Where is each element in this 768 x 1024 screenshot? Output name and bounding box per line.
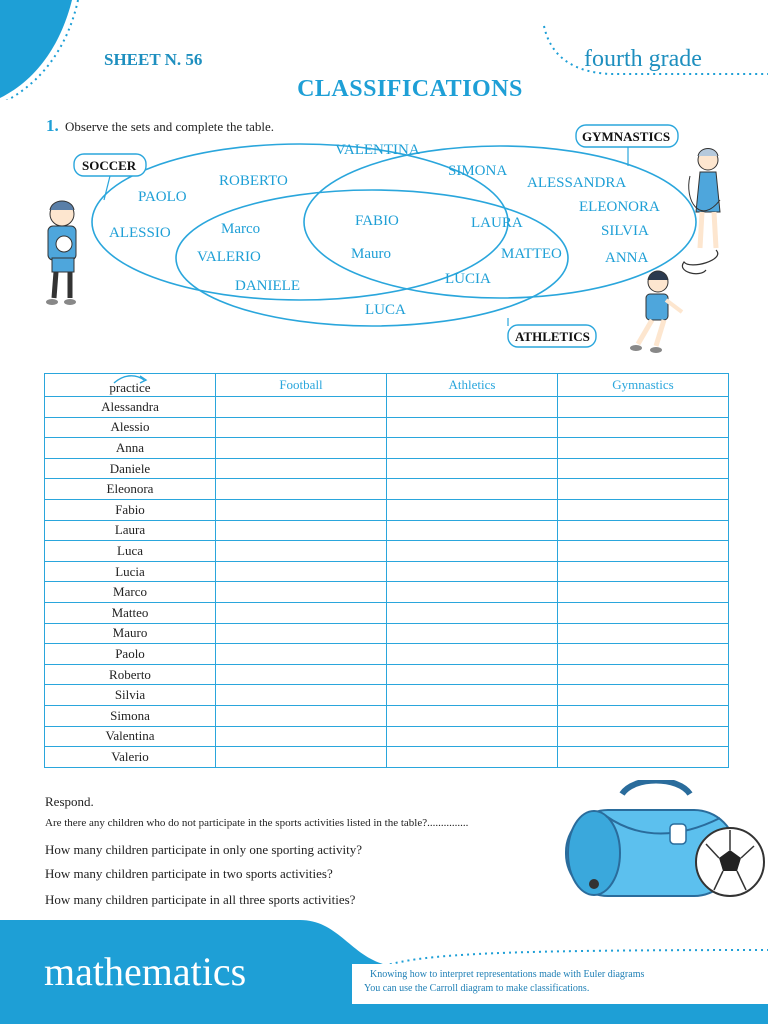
child-valentina: VALENTINA: [335, 142, 420, 158]
athletics-answer-cell[interactable]: [387, 644, 558, 665]
header-athletics: Athletics: [387, 374, 558, 397]
gymnastics-answer-cell[interactable]: [558, 499, 729, 520]
child-name-cell: Fabio: [45, 499, 216, 520]
gymnastics-answer-cell[interactable]: [558, 397, 729, 418]
child-name-cell: Roberto: [45, 664, 216, 685]
gymnastics-answer-cell[interactable]: [558, 705, 729, 726]
child-name-cell: Lucia: [45, 561, 216, 582]
football-answer-cell[interactable]: [216, 417, 387, 438]
child-mauro: Mauro: [351, 246, 391, 262]
child-name-cell: Valentina: [45, 726, 216, 747]
athletics-answer-cell[interactable]: [387, 397, 558, 418]
athletics-answer-cell[interactable]: [387, 520, 558, 541]
football-answer-cell[interactable]: [216, 623, 387, 644]
sports-bag-illustration: [560, 780, 768, 910]
gymnastics-answer-cell[interactable]: [558, 664, 729, 685]
gymnastics-answer-cell[interactable]: [558, 623, 729, 644]
child-alessio: ALESSIO: [109, 225, 171, 241]
football-answer-cell[interactable]: [216, 726, 387, 747]
athletics-answer-cell[interactable]: [387, 458, 558, 479]
football-answer-cell[interactable]: [216, 664, 387, 685]
gymnast-girl-illustration: [682, 149, 720, 274]
table-row: [45, 520, 729, 541]
child-matteo: MATTEO: [501, 246, 562, 262]
football-answer-cell[interactable]: [216, 705, 387, 726]
football-answer-cell[interactable]: [216, 541, 387, 562]
gymnastics-label: GYMNASTICS: [582, 129, 671, 144]
child-luca: LUCA: [365, 302, 406, 318]
football-answer-cell[interactable]: [216, 499, 387, 520]
child-name-cell: Anna: [45, 438, 216, 459]
football-answer-cell[interactable]: [216, 685, 387, 706]
gymnastics-answer-cell[interactable]: [558, 582, 729, 603]
child-laura: LAURA: [471, 215, 523, 231]
athletics-answer-cell[interactable]: [387, 479, 558, 500]
gymnastics-answer-cell[interactable]: [558, 726, 729, 747]
child-name-cell: Paolo: [45, 644, 216, 665]
football-answer-cell[interactable]: [216, 438, 387, 459]
athletics-answer-cell[interactable]: [387, 417, 558, 438]
question-2: How many children participate in only one sporting activity?: [45, 842, 362, 857]
table-row: [45, 397, 729, 418]
header-practice: practice: [45, 374, 216, 397]
athletics-answer-cell[interactable]: [387, 582, 558, 603]
child-name-cell: Valerio: [45, 747, 216, 768]
football-answer-cell[interactable]: [216, 561, 387, 582]
football-answer-cell[interactable]: [216, 747, 387, 768]
table-row: [45, 726, 729, 747]
child-paolo: PAOLO: [138, 189, 187, 205]
table-row: [45, 582, 729, 603]
gymnastics-answer-cell[interactable]: [558, 541, 729, 562]
athletics-answer-cell[interactable]: [387, 499, 558, 520]
footer-note-2: You can use the Carroll diagram to make classifications.: [364, 983, 590, 994]
child-eleonora: ELEONORA: [579, 199, 660, 215]
child-name-cell: Silvia: [45, 685, 216, 706]
child-fabio: FABIO: [355, 213, 399, 229]
sheet-number: SHEET N. 56: [104, 50, 203, 69]
table-row: [45, 561, 729, 582]
football-answer-cell[interactable]: [216, 644, 387, 665]
child-roberto: ROBERTO: [219, 173, 288, 189]
child-name-cell: Laura: [45, 520, 216, 541]
football-answer-cell[interactable]: [216, 479, 387, 500]
table-row: [45, 458, 729, 479]
child-name-cell: Eleonora: [45, 479, 216, 500]
gymnastics-answer-cell[interactable]: [558, 417, 729, 438]
child-name-cell: Alessandra: [45, 397, 216, 418]
table-row: [45, 644, 729, 665]
subject-label: mathematics: [44, 949, 247, 994]
question-1: Are there any children who do not participate in the sports activities listed in the table?...............: [45, 817, 469, 829]
football-answer-cell[interactable]: [216, 397, 387, 418]
header-football: Football: [216, 374, 387, 397]
child-name-cell: Matteo: [45, 602, 216, 623]
gymnastics-answer-cell[interactable]: [558, 561, 729, 582]
child-daniele: DANIELE: [235, 278, 300, 294]
athletics-answer-cell[interactable]: [387, 664, 558, 685]
athletics-answer-cell[interactable]: [387, 685, 558, 706]
gymnastics-answer-cell[interactable]: [558, 458, 729, 479]
table-row: [45, 705, 729, 726]
euler-diagram: [0, 0, 768, 360]
child-alessandra: ALESSANDRA: [527, 175, 627, 191]
football-answer-cell[interactable]: [216, 520, 387, 541]
table-row: [45, 499, 729, 520]
football-answer-cell[interactable]: [216, 458, 387, 479]
child-marco: Marco: [221, 221, 261, 237]
table-row: [45, 664, 729, 685]
question-4: How many children participate in all three sports activities?: [45, 892, 356, 907]
exercise-number: 1.: [46, 116, 59, 135]
gymnastics-answer-cell[interactable]: [558, 520, 729, 541]
child-lucia: LUCIA: [445, 271, 491, 287]
athletics-answer-cell[interactable]: [387, 541, 558, 562]
header-gymnastics: Gymnastics: [558, 374, 729, 397]
child-name-cell: Simona: [45, 705, 216, 726]
table-row: [45, 685, 729, 706]
table-row: [45, 541, 729, 562]
table-row: [45, 623, 729, 644]
table-header-row: [45, 374, 729, 397]
gymnastics-answer-cell[interactable]: [558, 602, 729, 623]
grade-label: fourth grade: [584, 46, 702, 72]
table-row: [45, 438, 729, 459]
athletics-answer-cell[interactable]: [387, 747, 558, 768]
gymnastics-answer-cell[interactable]: [558, 747, 729, 768]
gymnastics-answer-cell[interactable]: [558, 438, 729, 459]
child-name-cell: Daniele: [45, 458, 216, 479]
athletics-label: ATHLETICS: [515, 329, 590, 344]
page-title: CLASSIFICATIONS: [297, 76, 523, 102]
child-simona: SIMONA: [448, 163, 508, 179]
footer-note-1: Knowing how to interpret representations made with Euler diagrams: [370, 969, 645, 980]
gymnastics-answer-cell[interactable]: [558, 479, 729, 500]
gymnastics-answer-cell[interactable]: [558, 685, 729, 706]
child-anna: ANNA: [605, 250, 649, 266]
child-name-cell: Marco: [45, 582, 216, 603]
table-row: [45, 602, 729, 623]
child-name-cell: Alessio: [45, 417, 216, 438]
child-valerio: VALERIO: [197, 249, 261, 265]
athletics-answer-cell[interactable]: [387, 561, 558, 582]
table-row: [45, 479, 729, 500]
child-silvia: SILVIA: [601, 223, 649, 239]
athletics-answer-cell[interactable]: [387, 438, 558, 459]
respond-label: Respond.: [45, 794, 94, 809]
classification-table: [44, 373, 729, 768]
gymnastics-answer-cell[interactable]: [558, 644, 729, 665]
football-answer-cell[interactable]: [216, 582, 387, 603]
athletics-answer-cell[interactable]: [387, 705, 558, 726]
table-row: [45, 417, 729, 438]
table-row: [45, 747, 729, 768]
runner-boy-illustration: [630, 271, 682, 353]
athletics-answer-cell[interactable]: [387, 623, 558, 644]
exercise-text: Observe the sets and complete the table.: [65, 119, 275, 134]
football-answer-cell[interactable]: [216, 602, 387, 623]
soccer-boy-illustration: [46, 201, 76, 305]
child-name-cell: Mauro: [45, 623, 216, 644]
athletics-answer-cell[interactable]: [387, 726, 558, 747]
soccer-label: SOCCER: [82, 158, 137, 173]
athletics-answer-cell[interactable]: [387, 602, 558, 623]
question-3: How many children participate in two sports activities?: [45, 866, 333, 881]
child-name-cell: Luca: [45, 541, 216, 562]
